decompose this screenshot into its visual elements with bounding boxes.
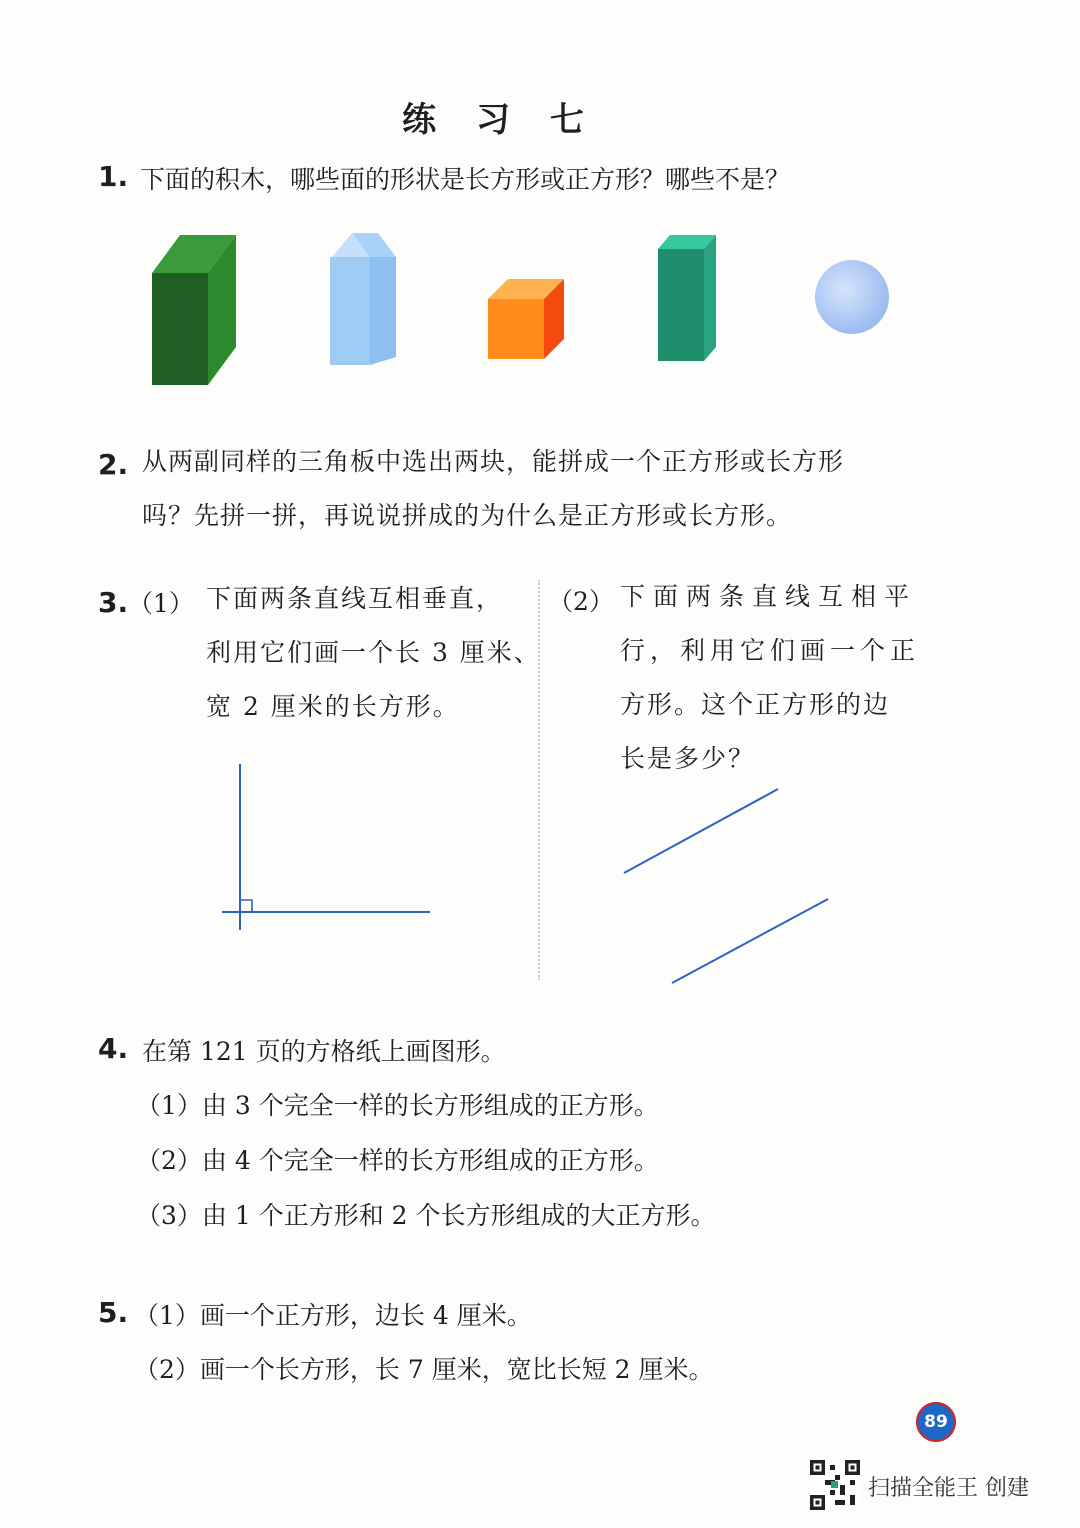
column-divider [538,580,540,980]
question-4-item-1: （1）由 3 个完全一样的长方形组成的正方形。 [136,1091,659,1120]
question-5-number: 5. [98,1296,129,1329]
question-3-part-1-label: （1） [128,589,194,618]
parallel-lines-figure [600,775,860,995]
question-3-part-2-label: （2） [548,587,614,616]
question-4-text: 在第 121 页的方格纸上画图形。 [142,1037,506,1066]
question-3-part-1-line-2: 利用它们画一个长 3 厘米、 [206,638,541,667]
question-2-line-1: 从两副同样的三角板中选出两块，能拼成一个正方形或长方形 [142,447,845,476]
question-4-item-2: （2）由 4 个完全一样的长方形组成的正方形。 [136,1146,659,1175]
right-angle-mark [240,900,252,912]
blue-triangular-prism [330,233,396,365]
page-number-badge: 89 [916,1402,956,1442]
question-1-blocks [140,225,920,400]
question-5-item-2: （2）画一个长方形，长 7 厘米，宽比长短 2 厘米。 [134,1355,714,1384]
teal-cuboid [658,235,716,361]
question-3-part-1-line-3: 宽 2 厘米的长方形。 [206,692,460,721]
question-3-part-2-line-1: 下面两条直线互相平 [620,582,918,611]
green-cuboid [152,235,236,385]
question-2-number: 2. [98,448,129,481]
question-5-item-1: （1）画一个正方形，边长 4 厘米。 [134,1301,532,1330]
question-4-item-3: （3）由 1 个正方形和 2 个长方形组成的大正方形。 [136,1201,716,1230]
question-3-number: 3. [98,586,129,619]
scanner-watermark: 扫描全能王 创建 [868,1476,1029,1501]
orange-cube [488,279,564,359]
question-3-part-1-line-1: 下面两条直线互相垂直， [206,584,504,613]
question-1-text: 下面的积木，哪些面的形状是长方形或正方形？哪些不是？ [140,165,791,194]
perpendicular-lines-figure [200,750,460,950]
page-title: 练 习 七 [402,100,598,140]
question-1-number: 1. [98,160,129,193]
qr-code-icon [810,1460,860,1510]
question-3-part-2-line-2: 行，利用它们画一个正 [620,636,921,665]
parallel-line-lower [672,899,828,983]
blue-sphere [815,260,889,334]
question-2-line-2: 吗？先拼一拼，再说说拼成的为什么是正方形或长方形。 [142,501,793,530]
question-4-number: 4. [98,1032,129,1065]
question-3-part-2-line-4: 长是多少？ [620,744,756,773]
parallel-line-upper [624,789,778,873]
question-3-part-2-line-3: 方形。这个正方形的边 [620,690,891,719]
